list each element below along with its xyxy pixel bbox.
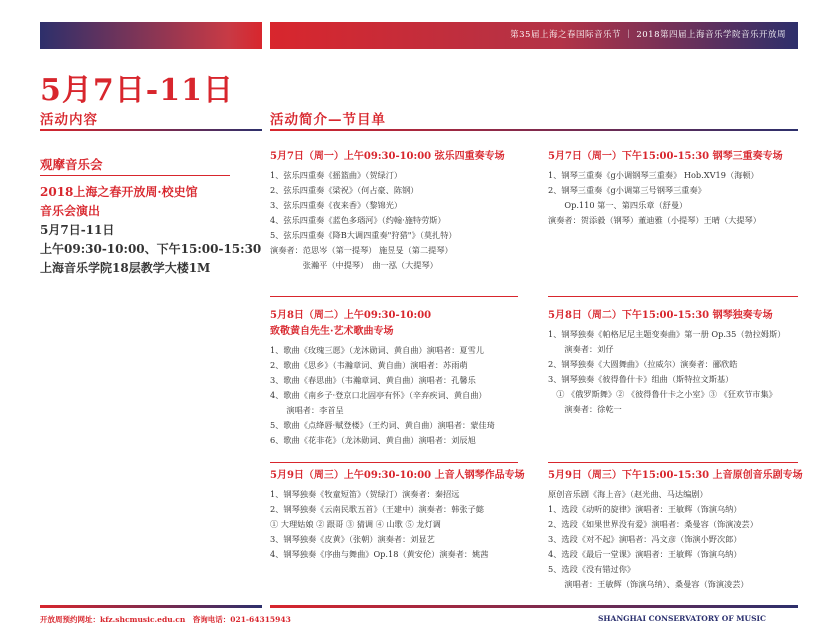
program-block-0508-am [270, 309, 540, 448]
program-line: 4、弦乐四重奏《蓝色多瑙河》（约翰·施特劳斯） [270, 215, 446, 225]
top-banner-left [40, 22, 262, 49]
program-line: 1、弦乐四重奏《摇篮曲》（贺绿汀） [270, 170, 403, 180]
program-line: 张瀚平（中提琴） 曲一泓（大提琴） [270, 260, 438, 270]
event-info [40, 183, 261, 278]
top-banner-right [270, 22, 798, 49]
program-line: ① 大理姑娘 ② 跟哥 ③ 猜调 ④ 山歌 ⑤ 龙灯调 [270, 519, 441, 529]
event-venue: 上海音乐学院18层教学大楼1M [40, 261, 211, 275]
program-line: 4、钢琴独奏《序曲与舞曲》Op.18（黄安伦）演奏者：姚茜 [270, 549, 489, 559]
block-title: 5月8日（周二）上午09:30-10:00 [270, 310, 432, 321]
program-line: 原创音乐剧《海上音》（赵光曲、马达编剧） [548, 489, 708, 499]
program-line: 5、选段《没有错过你》 [548, 564, 636, 574]
footer-rule-right [270, 605, 798, 608]
row-divider-2b [548, 462, 798, 463]
program-line: 1、钢琴独奏《帕格尼尼主题变奏曲》第一册 Op.35（勃拉姆斯） [548, 329, 786, 339]
program-line: ① 《俄罗斯舞》② 《彼得鲁什卡之小室》③ 《狂欢节市集》 [548, 389, 777, 399]
right-section-heading: 活动简介—节目单 [270, 112, 386, 128]
block-title: 5月8日（周二）下午15:00-15:30 钢琴独奏专场 [548, 310, 773, 321]
program-line: 3、歌曲《春思曲》（韦瀚章词、黄自曲）演唱者：孔馨乐 [270, 375, 476, 385]
program-line: 5、歌曲《点绛唇·赋登楼》（王灼词、黄自曲）演唱者：蒙佳琦 [270, 420, 495, 430]
program-line: 3、钢琴独奏《彼得鲁什卡》组曲（斯特拉文斯基） [548, 374, 734, 384]
row-divider-1b [548, 296, 798, 297]
program-line: Op.110 第一、第四乐章（舒曼） [548, 200, 688, 210]
footer-institution: SHANGHAI CONSERVATORY OF MUSIC [598, 614, 766, 623]
block-lines [270, 487, 540, 562]
block-lines [548, 487, 798, 592]
program-block-0509-am [270, 469, 540, 562]
program-line: 演唱者：李首呈 [270, 405, 344, 415]
program-block-0508-pm [548, 309, 798, 417]
page-title-date: 5月7日-11日 [40, 73, 234, 108]
program-line: 2、弦乐四重奏《梁祝》（何占豪、陈钢） [270, 185, 419, 195]
program-line: 2、歌曲《思乡》（韦瀚章词、黄自曲）演唱者：苏雨萌 [270, 360, 468, 370]
left-section-heading: 活动内容 [40, 112, 98, 128]
program-line: 1、钢琴三重奏《g小调钢琴三重奏》 Hob.XV19（海顿） [548, 170, 759, 180]
right-heading-rule [270, 129, 798, 131]
program-block-0507-pm [548, 150, 798, 228]
event-title-line1: 2018上海之春开放周·校史馆 [40, 185, 198, 199]
event-category: 观摩音乐会 [40, 157, 103, 172]
program-line: 3、钢琴独奏《皮黄》（张朝）演奏者：刘显艺 [270, 534, 435, 544]
block-title: 5月9日（周三）上午09:30-10:00 上音人钢琴作品专场 [270, 470, 525, 481]
event-dates: 5月7日-11日 [40, 223, 115, 237]
program-line: 2、钢琴独奏《云南民歌五首》（王建中）演奏者：韩张子懿 [270, 504, 484, 514]
row-divider-1a [270, 296, 518, 297]
program-line: 6、歌曲《花非花》（龙沐勋词、黄自曲）演唱者：刘辰旭 [270, 435, 476, 445]
program-block-0509-pm [548, 469, 803, 592]
program-line: 演奏者：刘仔 [548, 344, 614, 354]
program-line: 2、钢琴三重奏《g小调第三号钢琴三重奏》 [548, 185, 706, 195]
program-line: 2、选段《如果世界没有爱》演唱者：桑曼容（饰演凌芸） [548, 519, 758, 529]
banner-text: 第35届上海之春国际音乐节 ｜ 2018第四届上海音乐学院音乐开放周 [510, 30, 786, 40]
block-lines [270, 343, 540, 448]
row-divider-2a [270, 462, 518, 463]
block-subtitle: 致敬黄自先生·艺术歌曲专场 [270, 326, 394, 337]
program-line: 1、歌曲《玫瑰三愿》（龙沐勋词、黄自曲）演唱者：夏雪儿 [270, 345, 484, 355]
footer-rule-left [40, 605, 262, 608]
block-lines [548, 168, 798, 228]
block-title: 5月9日（周三）下午15:00-15:30 上音原创音乐剧专场 [548, 470, 803, 481]
program-line: 演奏者：贺添毅（钢琴）董迪雅（小提琴）王晴（大提琴） [548, 215, 761, 225]
program-block-0507-am [270, 150, 540, 273]
program-line: 5、弦乐四重奏《降B大调四重奏"狩猎"》（莫扎特） [270, 230, 457, 240]
program-line: 3、选段《对不起》演唱者：冯文彦（饰演小野次郎） [548, 534, 742, 544]
block-title: 5月7日（周一）下午15:00-15:30 钢琴三重奏专场 [548, 151, 783, 162]
event-times: 上午09:30-10:00、下午15:00-15:30 [40, 242, 262, 256]
event-title-line2: 音乐会演出 [40, 204, 101, 218]
program-line: 1、钢琴独奏《牧童短笛》（贺绿汀）演奏者：秦招远 [270, 489, 460, 499]
program-line: 2、钢琴独奏《大圆舞曲》（拉威尔）演奏者：郦欣皓 [548, 359, 738, 369]
footer-contact: 开放周预约网址：kfz.shcmusic.edu.cn 咨询电话：021-64315943 [40, 615, 291, 624]
block-lines [548, 327, 798, 417]
program-line: 4、选段《最后一堂课》演唱者：王敏辉（饰演乌纳） [548, 549, 742, 559]
program-line: 演奏者：范思岑（第一提琴） 施昱旻（第二提琴） [270, 245, 453, 255]
program-line: 演奏者：徐乾一 [548, 404, 622, 414]
program-line: 4、歌曲《南乡子·登京口北固亭有怀》（辛弃疾词、黄自曲） [270, 390, 487, 400]
program-line: 3、弦乐四重奏《夜来香》（黎锦光） [270, 200, 403, 210]
category-rule [40, 175, 230, 176]
program-line: 1、选段《动听的旋律》演唱者：王敏辉（饰演乌纳） [548, 504, 742, 514]
block-title: 5月7日（周一）上午09:30-10:00 弦乐四重奏专场 [270, 151, 505, 162]
left-heading-rule [40, 129, 262, 131]
block-lines [270, 168, 540, 273]
program-line: 演唱者：王敏辉（饰演乌纳）、桑曼容（饰演凌芸） [548, 579, 749, 589]
